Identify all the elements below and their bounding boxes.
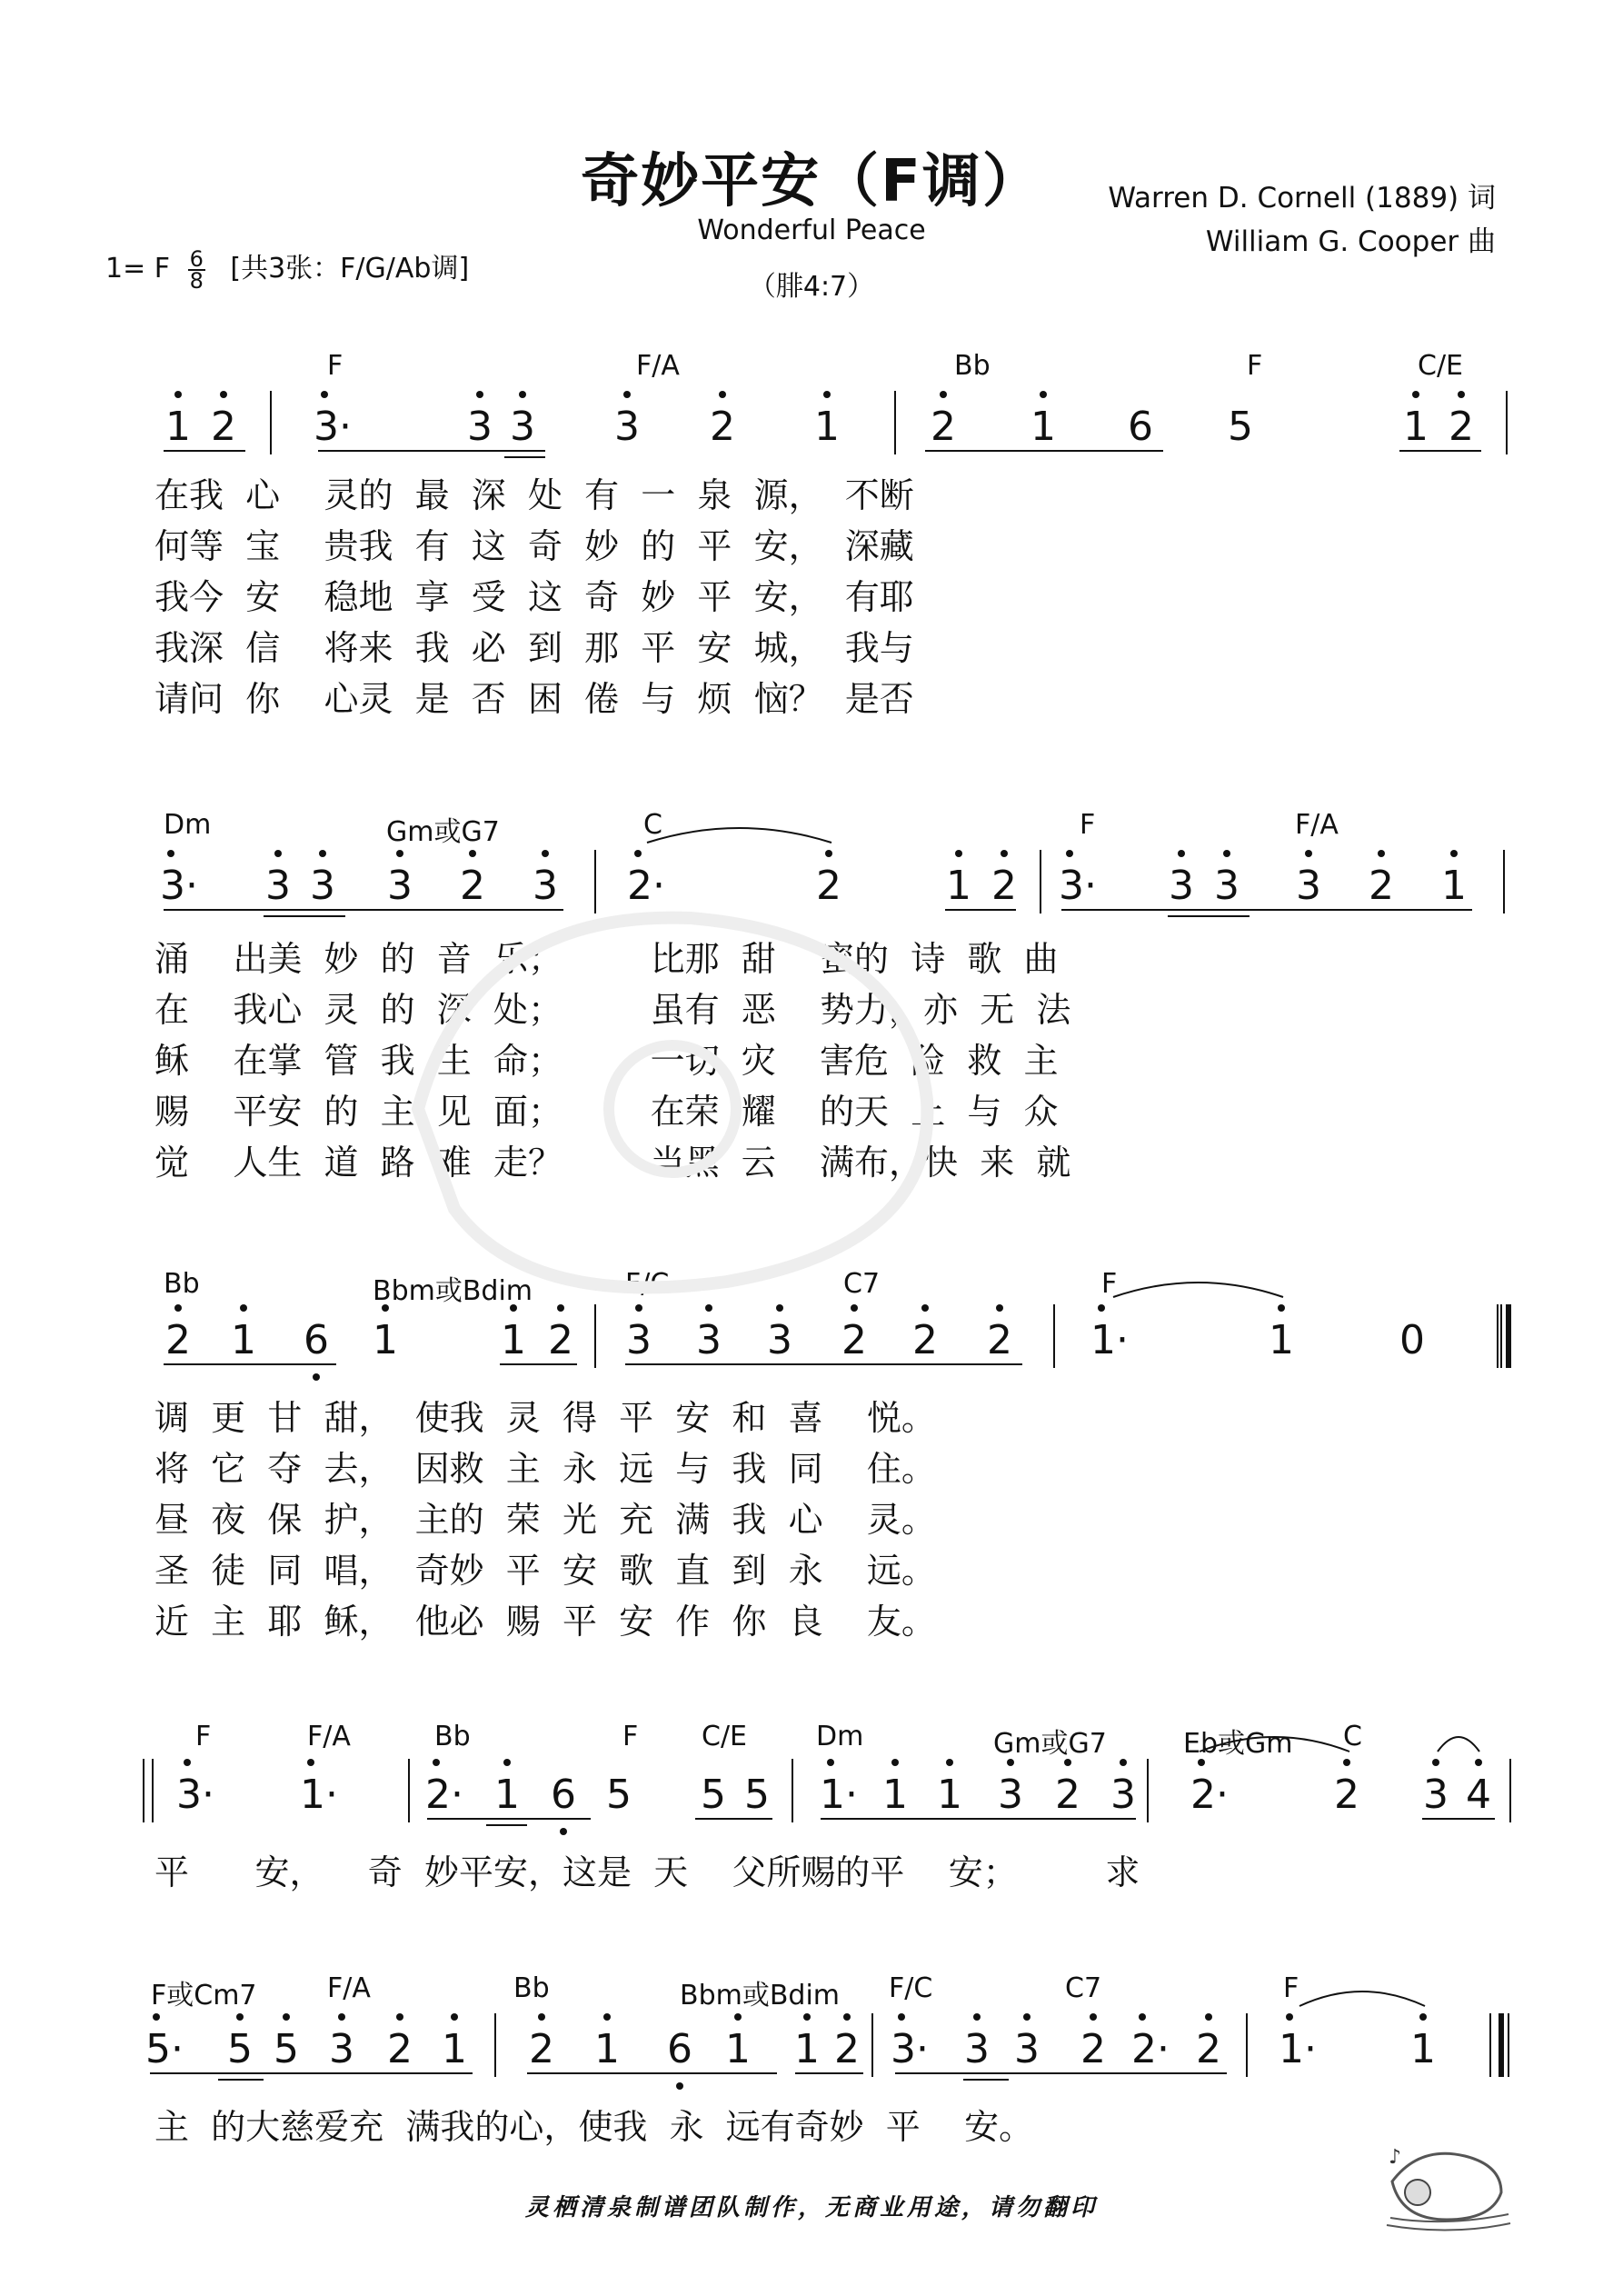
jianpu-note: 3 <box>1214 863 1240 909</box>
tie-slur <box>647 828 831 843</box>
lyric-line: 近 主 耶 稣， 他必 赐 平 安 作 你 良 友。 <box>154 1602 936 1642</box>
octave-dot-high <box>1432 1759 1439 1766</box>
jianpu-note: 1 <box>937 1772 962 1818</box>
chord-symbol: Bbm或Bdim <box>373 1275 533 1307</box>
jianpu-note: 3 <box>696 1317 722 1363</box>
octave-dot-high <box>542 850 549 857</box>
octave-dot-high <box>319 850 326 857</box>
chord-symbol: C/E <box>702 1721 748 1752</box>
lyric-line: 圣 徒 同 唱， 奇妙 平 安 歌 直 到 永 远。 <box>154 1551 936 1591</box>
jianpu-note: 3 <box>533 863 558 909</box>
jianpu-note: 1 <box>946 863 971 909</box>
octave-dot-high <box>955 850 962 857</box>
jianpu-note: 5· <box>145 2026 184 2072</box>
octave-dot-high <box>1458 391 1465 398</box>
jianpu-note: 2 <box>710 404 735 450</box>
jianpu-note: 1 <box>442 2026 467 2072</box>
lyric-line: 稣 在掌 管 我 生 命； 一切 灾 害危 险 救 主 <box>154 1041 1059 1081</box>
octave-dot-low <box>313 1373 320 1381</box>
jianpu-note: 3 <box>1423 1772 1449 1818</box>
lyric-line: 何等 宝 贵我 有 这 奇 妙 的 平 安， 深藏 <box>154 526 914 566</box>
jianpu-note: 2· <box>1190 1772 1229 1818</box>
chord-symbol: F <box>1247 350 1263 382</box>
octave-dot-high <box>1040 391 1047 398</box>
chord-symbol: Eb或Gm <box>1183 1728 1293 1760</box>
octave-dot-high <box>603 2013 611 2021</box>
jianpu-note: 3 <box>964 2026 990 2072</box>
jianpu-note: 2 <box>460 863 485 909</box>
octave-dot-high <box>1090 2013 1097 2021</box>
octave-dot-high <box>184 1759 191 1766</box>
octave-dot-high <box>623 391 631 398</box>
scripture-reference: （腓4:7） <box>748 271 875 303</box>
jianpu-note: 3 <box>387 863 413 909</box>
chord-symbol: F <box>622 1721 639 1752</box>
jianpu-note: 3 <box>614 404 640 450</box>
octave-dot-high <box>827 1759 834 1766</box>
jianpu-note: 3· <box>160 863 198 909</box>
lyric-line: 在我 心 灵的 最 深 处 有 一 泉 源， 不断 <box>154 475 914 515</box>
jianpu-note: 2 <box>991 863 1017 909</box>
jianpu-note: 6 <box>304 1317 329 1363</box>
octave-dot-high <box>634 850 642 857</box>
jianpu-note: 3· <box>176 1772 214 1818</box>
jianpu-note: 6 <box>1128 404 1153 450</box>
octave-dot-low <box>560 1828 567 1835</box>
jianpu-note: 2 <box>987 1317 1012 1363</box>
song-subtitle: Wonderful Peace <box>697 215 926 246</box>
octave-dot-high <box>503 1759 511 1766</box>
lyric-line: 涌 出美 妙 的 音 乐； 比那 甜 蜜的 诗 歌 曲 <box>154 939 1059 979</box>
jianpu-note: 3· <box>1059 863 1097 909</box>
tie-slur <box>1299 1992 1425 2006</box>
jianpu-note: 2· <box>425 1772 463 1818</box>
jianpu-note: 2 <box>841 1317 867 1363</box>
jianpu-note: 1 <box>1031 404 1056 450</box>
chord-symbol: F <box>1080 809 1096 841</box>
octave-dot-high <box>1305 850 1312 857</box>
jianpu-note: 3 <box>767 1317 792 1363</box>
octave-dot-high <box>1023 2013 1031 2021</box>
chord-symbol: Gm或G7 <box>993 1728 1107 1760</box>
sheep-logo <box>1381 2127 1518 2236</box>
octave-dot-high <box>1450 850 1458 857</box>
jianpu-note: 1· <box>820 1772 858 1818</box>
jianpu-note: 1 <box>814 404 840 450</box>
octave-dot-high <box>1412 391 1419 398</box>
jianpu-note: 3 <box>998 1772 1023 1818</box>
octave-dot-high <box>220 391 227 398</box>
octave-dot-high <box>433 1759 440 1766</box>
composer-credit: William G. Cooper 曲 <box>1205 225 1496 258</box>
chord-symbol: Bb <box>164 1268 200 1300</box>
jianpu-note: 3· <box>314 404 352 450</box>
jianpu-note: 3 <box>1110 1772 1136 1818</box>
octave-dot-high <box>1098 1304 1105 1312</box>
octave-dot-high <box>898 2013 905 2021</box>
octave-dot-high <box>843 2013 851 2021</box>
jianpu-note: 1 <box>1410 2026 1436 2072</box>
jianpu-note: 2 <box>1055 1772 1080 1818</box>
octave-dot-high <box>1120 1759 1127 1766</box>
octave-dot-high <box>946 1759 953 1766</box>
versions-note: [共3张：F/G/Ab调] <box>230 253 470 285</box>
octave-dot-high <box>891 1759 899 1766</box>
jianpu-note: 2 <box>548 1317 573 1363</box>
octave-dot-high <box>307 1759 314 1766</box>
octave-dot-high <box>1205 2013 1212 2021</box>
chord-symbol: C <box>643 809 662 841</box>
octave-dot-high <box>1286 2013 1293 2021</box>
jianpu-note: 1 <box>231 1317 256 1363</box>
jianpu-note: 1 <box>1441 863 1467 909</box>
tie-slur <box>1438 1737 1479 1752</box>
chord-symbol: F/C <box>625 1268 670 1300</box>
octave-dot-high <box>1378 850 1385 857</box>
octave-dot-high <box>1066 850 1073 857</box>
chord-symbol: F <box>327 350 344 382</box>
octave-dot-high <box>476 391 483 398</box>
jianpu-note: 0 <box>1399 1317 1425 1363</box>
octave-dot-high <box>153 2013 160 2021</box>
chord-symbol: C7 <box>843 1268 881 1300</box>
chord-symbol: Gm或G7 <box>386 816 500 848</box>
octave-dot-high <box>1001 850 1008 857</box>
jianpu-note: 1 <box>165 404 191 450</box>
octave-dot-high <box>734 2013 742 2021</box>
jianpu-note: 1 <box>882 1772 908 1818</box>
svg-text:♪: ♪ <box>1389 2146 1402 2169</box>
song-title: 奇妙平安（F调） <box>581 148 1042 215</box>
jianpu-note: 2 <box>1080 2026 1106 2072</box>
jianpu-note: 2 <box>1369 863 1394 909</box>
jianpu-note: 4 <box>1466 1772 1491 1818</box>
octave-dot-high <box>1419 2013 1427 2021</box>
octave-dot-high <box>1178 850 1185 857</box>
jianpu-note: 5 <box>606 1772 632 1818</box>
jianpu-note: 3 <box>1014 2026 1040 2072</box>
octave-dot-high <box>240 1304 247 1312</box>
jianpu-note: 5 <box>227 2026 253 2072</box>
octave-dot-high <box>940 391 947 398</box>
chord-symbol: C <box>1343 1721 1362 1752</box>
jianpu-note: 6 <box>667 2026 692 2072</box>
jianpu-note: 3 <box>265 863 291 909</box>
jianpu-note: 5 <box>274 2026 299 2072</box>
octave-dot-high <box>719 391 726 398</box>
lyric-line: 我今 安 稳地 享 受 这 奇 妙 平 安， 有耶 <box>154 577 914 617</box>
octave-dot-high <box>321 391 328 398</box>
jianpu-note: 1· <box>1090 1317 1129 1363</box>
octave-dot-high <box>283 2013 290 2021</box>
octave-dot-high <box>823 391 831 398</box>
octave-dot-low <box>676 2082 683 2090</box>
jianpu-note: 1 <box>725 2026 751 2072</box>
jianpu-note: 5 <box>1228 404 1253 450</box>
tie-slur <box>1113 1283 1283 1297</box>
jianpu-note: 1· <box>300 1772 338 1818</box>
octave-dot-high <box>1475 1759 1482 1766</box>
chord-symbol: Dm <box>816 1721 864 1752</box>
jianpu-note: 1 <box>794 2026 820 2072</box>
lyric-line: 在 我心 灵 的 深 处； 虽有 恶 势力，亦 无 法 <box>154 990 1071 1030</box>
jianpu-note: 1· <box>1279 2026 1317 2072</box>
jianpu-note: 2 <box>1196 2026 1221 2072</box>
jianpu-note: 2 <box>1334 1772 1359 1818</box>
jianpu-note: 2· <box>627 863 665 909</box>
jianpu-note: 2 <box>931 404 956 450</box>
chord-symbol: Bb <box>434 1721 471 1752</box>
octave-dot-high <box>396 2013 403 2021</box>
jianpu-note: 3· <box>891 2026 929 2072</box>
lyric-line: 觉 人生 道 路 难 走？ 当黑 云 满布，快 来 就 <box>154 1143 1071 1183</box>
watermark-icon <box>345 873 981 1327</box>
octave-dot-high <box>996 1304 1003 1312</box>
lyric-line: 赐 平安 的 主 见 面； 在荣 耀 的天 上 与 众 <box>154 1092 1059 1132</box>
jianpu-note: 3 <box>1296 863 1321 909</box>
jianpu-note: 1 <box>1269 1317 1294 1363</box>
lyric-line: 将 它 夺 去， 因救 主 永 远 与 我 同 住。 <box>154 1449 936 1489</box>
jianpu-note: 5 <box>744 1772 770 1818</box>
jianpu-note: 3 <box>467 404 493 450</box>
octave-dot-high <box>519 391 526 398</box>
chord-symbol: Bb <box>954 350 991 382</box>
octave-dot-high <box>167 850 174 857</box>
chord-symbol: F/A <box>307 1721 351 1752</box>
octave-dot-high <box>174 391 182 398</box>
octave-dot-high <box>451 2013 458 2021</box>
octave-dot-high <box>1139 2013 1146 2021</box>
jianpu-note: 3 <box>1169 863 1194 909</box>
chord-symbol: F/A <box>1295 809 1339 841</box>
jianpu-note: 2 <box>211 404 236 450</box>
jianpu-note: 2· <box>1131 2026 1170 2072</box>
octave-dot-high <box>396 850 403 857</box>
chord-symbol: C/E <box>1418 350 1464 382</box>
meter-numerator: 6 <box>189 245 204 272</box>
octave-dot-high <box>825 850 832 857</box>
jianpu-note: 2 <box>529 2026 554 2072</box>
jianpu-note: 2 <box>912 1317 938 1363</box>
jianpu-note: 3 <box>510 404 535 450</box>
octave-dot-high <box>338 2013 345 2021</box>
jianpu-note: 3 <box>310 863 335 909</box>
jianpu-note: 1 <box>494 1772 520 1818</box>
jianpu-note: 2 <box>816 863 841 909</box>
chord-symbol: Bb <box>513 1972 550 2004</box>
octave-dot-high <box>274 850 282 857</box>
octave-dot-high <box>1278 1304 1285 1312</box>
jianpu-note: 5 <box>701 1772 726 1818</box>
jianpu-note: 6 <box>551 1772 576 1818</box>
chord-symbol: F/C <box>889 1972 933 2004</box>
lyric-line: 我深 信 将来 我 必 到 那 平 安 城， 我与 <box>154 628 914 668</box>
jianpu-note: 3 <box>626 1317 652 1363</box>
jianpu-note: 1 <box>1403 404 1429 450</box>
chord-symbol: Bbm或Bdim <box>680 1980 841 2011</box>
chord-symbol: F/A <box>327 1972 371 2004</box>
octave-dot-high <box>1343 1759 1350 1766</box>
lyric-line: 调 更 甘 甜， 使我 灵 得 平 安 和 喜 悦。 <box>154 1398 936 1438</box>
octave-dot-high <box>803 2013 811 2021</box>
octave-dot-high <box>538 2013 545 2021</box>
octave-dot-high <box>236 2013 244 2021</box>
chord-symbol: F <box>1101 1268 1118 1300</box>
chord-symbol: Dm <box>164 809 212 841</box>
lyric-line: 平 安， 奇 妙平安，这是 天 父所赐的平 安； 求 <box>154 1852 1140 1892</box>
octave-dot-high <box>469 850 476 857</box>
chord-symbol: F <box>1283 1972 1299 2004</box>
lyric-line: 请问 你 心灵 是 否 困 倦 与 烦 恼？ 是否 <box>154 679 914 719</box>
chord-symbol: C7 <box>1065 1972 1102 2004</box>
jianpu-note: 2 <box>1449 404 1474 450</box>
jianpu-note: 2 <box>165 1317 191 1363</box>
jianpu-note: 1 <box>594 2026 620 2072</box>
jianpu-note: 1 <box>373 1317 398 1363</box>
jianpu-note: 2 <box>387 2026 413 2072</box>
meter-denominator: 8 <box>189 267 204 294</box>
lyric-line: 昼 夜 保 护， 主的 荣 光 充 满 我 心 灵。 <box>154 1500 936 1540</box>
key-label: 1= F <box>105 253 171 285</box>
jianpu-note: 3 <box>329 2026 354 2072</box>
lyricist-credit: Warren D. Cornell (1889) 词 <box>1108 182 1496 215</box>
chord-symbol: F或Cm7 <box>151 1980 257 2011</box>
jianpu-note: 2 <box>834 2026 860 2072</box>
octave-dot-high <box>1223 850 1230 857</box>
jianpu-note: 1 <box>501 1317 526 1363</box>
chord-symbol: F <box>195 1721 212 1752</box>
octave-dot-high <box>973 2013 981 2021</box>
chord-symbol: F/A <box>636 350 680 382</box>
octave-dot-high <box>174 1304 182 1312</box>
footer-notice: 灵栖清泉制谱团队制作，无商业用途，请勿翻印 <box>524 2194 1098 2221</box>
lyric-line: 主 的大慈爱充 满我的心，使我 永 远有奇妙 平 安。 <box>154 2107 1034 2147</box>
